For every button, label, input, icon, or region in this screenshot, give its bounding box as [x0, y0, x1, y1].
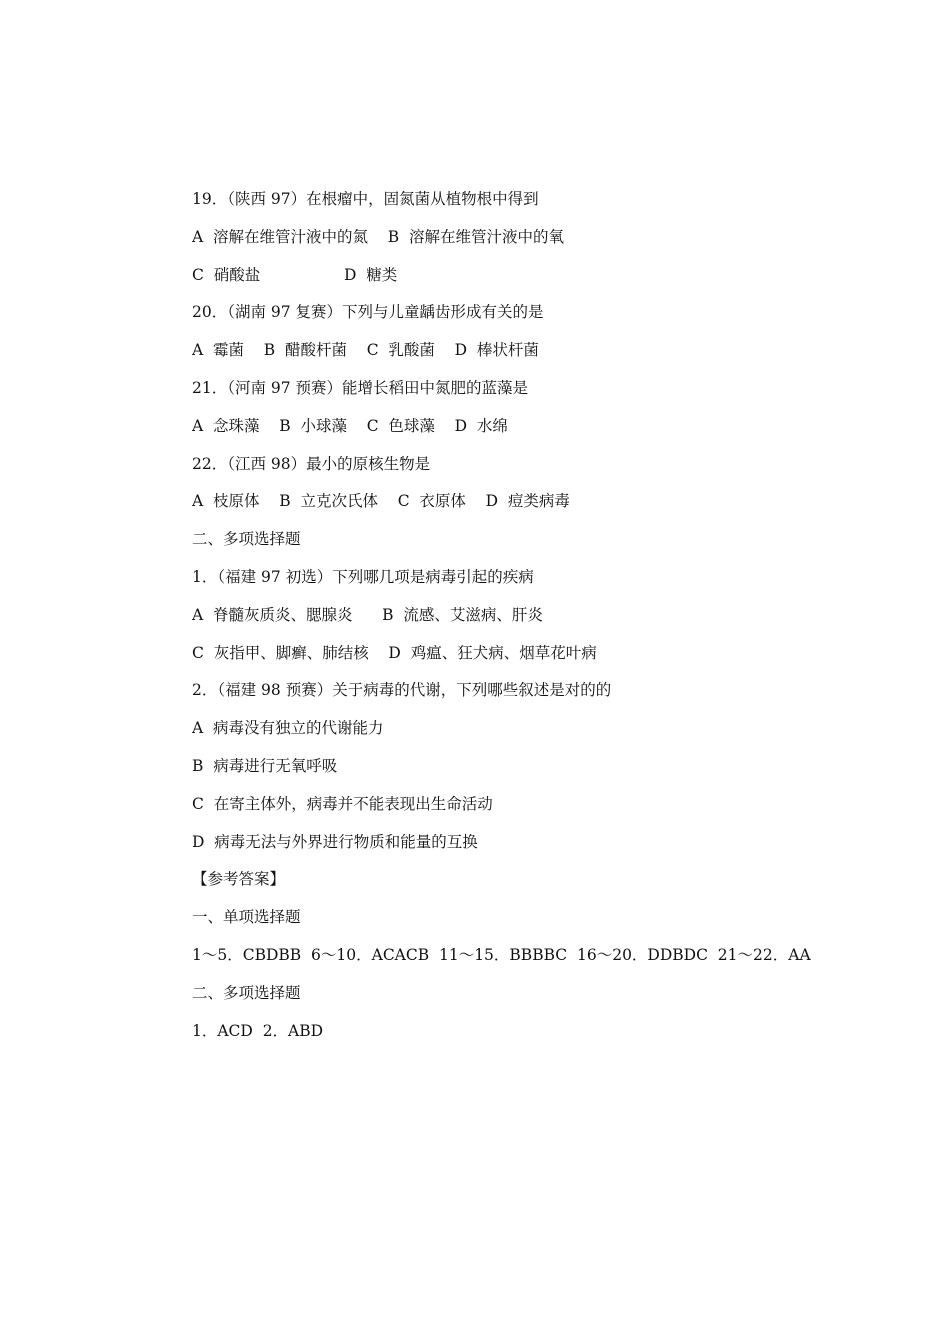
- question-22-options: A 枝原体 B 立克次氏体 C 衣原体 D 痘类病毒: [192, 492, 570, 511]
- multi-question-2-option-d: D 病毒无法与外界进行物质和能量的互换: [192, 832, 478, 851]
- section-heading-multiple-choice: 二、多项选择题: [192, 530, 301, 549]
- question-19: 19．（陕西 97）在根瘤中，固氮菌从植物根中得到: [192, 190, 539, 208]
- question-19-options-cd: C 硝酸盐 D 糖类: [192, 265, 398, 284]
- document-body: [192, 181, 852, 1050]
- multi-question-1-options-cd: C 灰指甲、脚癣、肺结核 D 鸡瘟、狂犬病、烟草花叶病: [192, 643, 597, 662]
- answer-key-heading: 【参考答案】: [192, 870, 286, 889]
- answer-multiple-choice-values: 1．ACD 2．ABD: [192, 1021, 324, 1040]
- multi-question-1: 1．（福建 97 初选）下列哪几项是病毒引起的疾病: [192, 567, 534, 586]
- question-19-options-ab: A 溶解在维管汁液中的氮 B 溶解在维管汁液中的氧: [192, 227, 565, 246]
- multi-question-2: 2．（福建 98 预赛）关于病毒的代谢，下列哪些叙述是对的的: [192, 681, 612, 700]
- question-21: 21．（河南 97 预赛）能增长稻田中氮肥的蓝藻是: [192, 378, 529, 397]
- answer-section-single-choice: 一、单项选择题: [192, 908, 301, 927]
- question-22: 22．（江西 98）最小的原核生物是: [192, 454, 431, 473]
- question-20: 20．（湖南 97 复赛）下列与儿童龋齿形成有关的是: [192, 303, 544, 322]
- multi-question-2-option-a: A 病毒没有独立的代谢能力: [192, 719, 384, 738]
- answer-section-multiple-choice: 二、多项选择题: [192, 983, 301, 1002]
- multi-question-2-option-b: B 病毒进行无氧呼吸: [192, 756, 338, 775]
- answer-single-choice-values: 1～5．CBDBB 6～10．ACACB 11～15．BBBBC 16～20．DDBDC 21～22．AA: [192, 945, 811, 964]
- multi-question-1-options-ab: A 脊髓灰质炎、腮腺炎 B 流感、艾滋病、肝炎: [192, 605, 543, 624]
- question-20-options: A 霉菌 B 醋酸杆菌 C 乳酸菌 D 棒状杆菌: [192, 341, 539, 360]
- question-21-options: A 念珠藻 B 小球藻 C 色球藻 D 水绵: [192, 416, 508, 435]
- multi-question-2-option-c: C 在寄主体外，病毒并不能表现出生命活动: [192, 794, 493, 813]
